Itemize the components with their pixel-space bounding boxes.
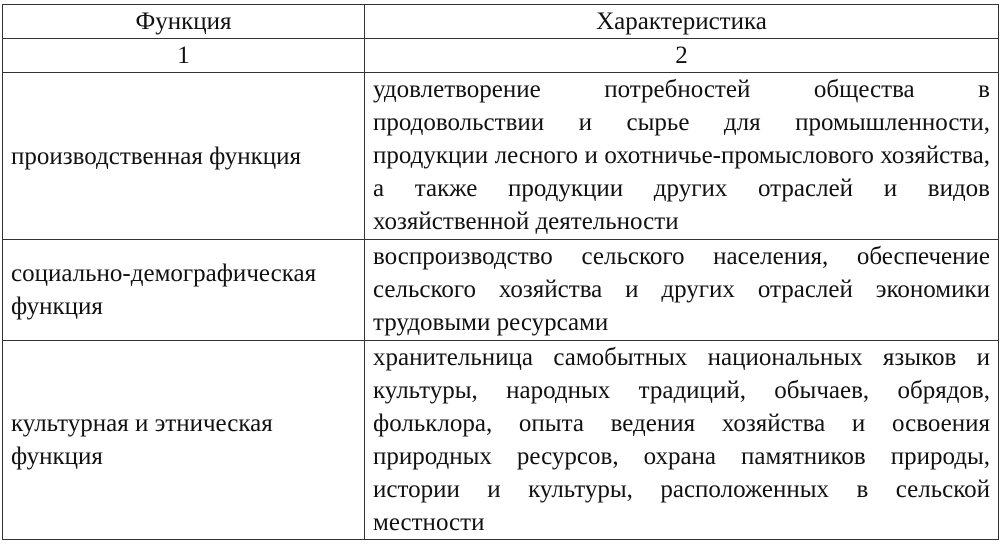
functions-table — [2, 4, 999, 540]
characteristic-cell: хранительница самобытных национальных языков и культуры, народных традиций, обычаев, обрядов, фольклора, опыта ведения хозяйства и освоения природных ресурсов, охрана памятников природы, истории и культуры, расположенных в сельской местности — [365, 341, 999, 540]
header-characteristic: Характеристика — [365, 5, 999, 39]
function-cell: социально-демографическая функция — [3, 240, 365, 341]
function-cell: культурная и этническая функция — [3, 341, 365, 540]
characteristic-cell: удовлетворение потребностей общества в продовольствии и сырье для промышленности, продукции лесного и охотничье-промыслового хозяйства, а также продукции других отраслей и видов хозяйственной деятельности — [365, 73, 999, 240]
header-function: Функция — [3, 5, 365, 39]
table-row — [3, 73, 999, 240]
header-row — [3, 5, 999, 39]
table-row — [3, 240, 999, 341]
table-row — [3, 341, 999, 540]
column-number-characteristic: 2 — [365, 39, 999, 73]
characteristic-cell: воспроизводство сельского населения, обеспечение сельского хозяйства и других отраслей экономики трудовыми ресурсами — [365, 240, 999, 341]
column-number-function: 1 — [3, 39, 365, 73]
function-cell: производственная функция — [3, 73, 365, 240]
column-number-row — [3, 39, 999, 73]
